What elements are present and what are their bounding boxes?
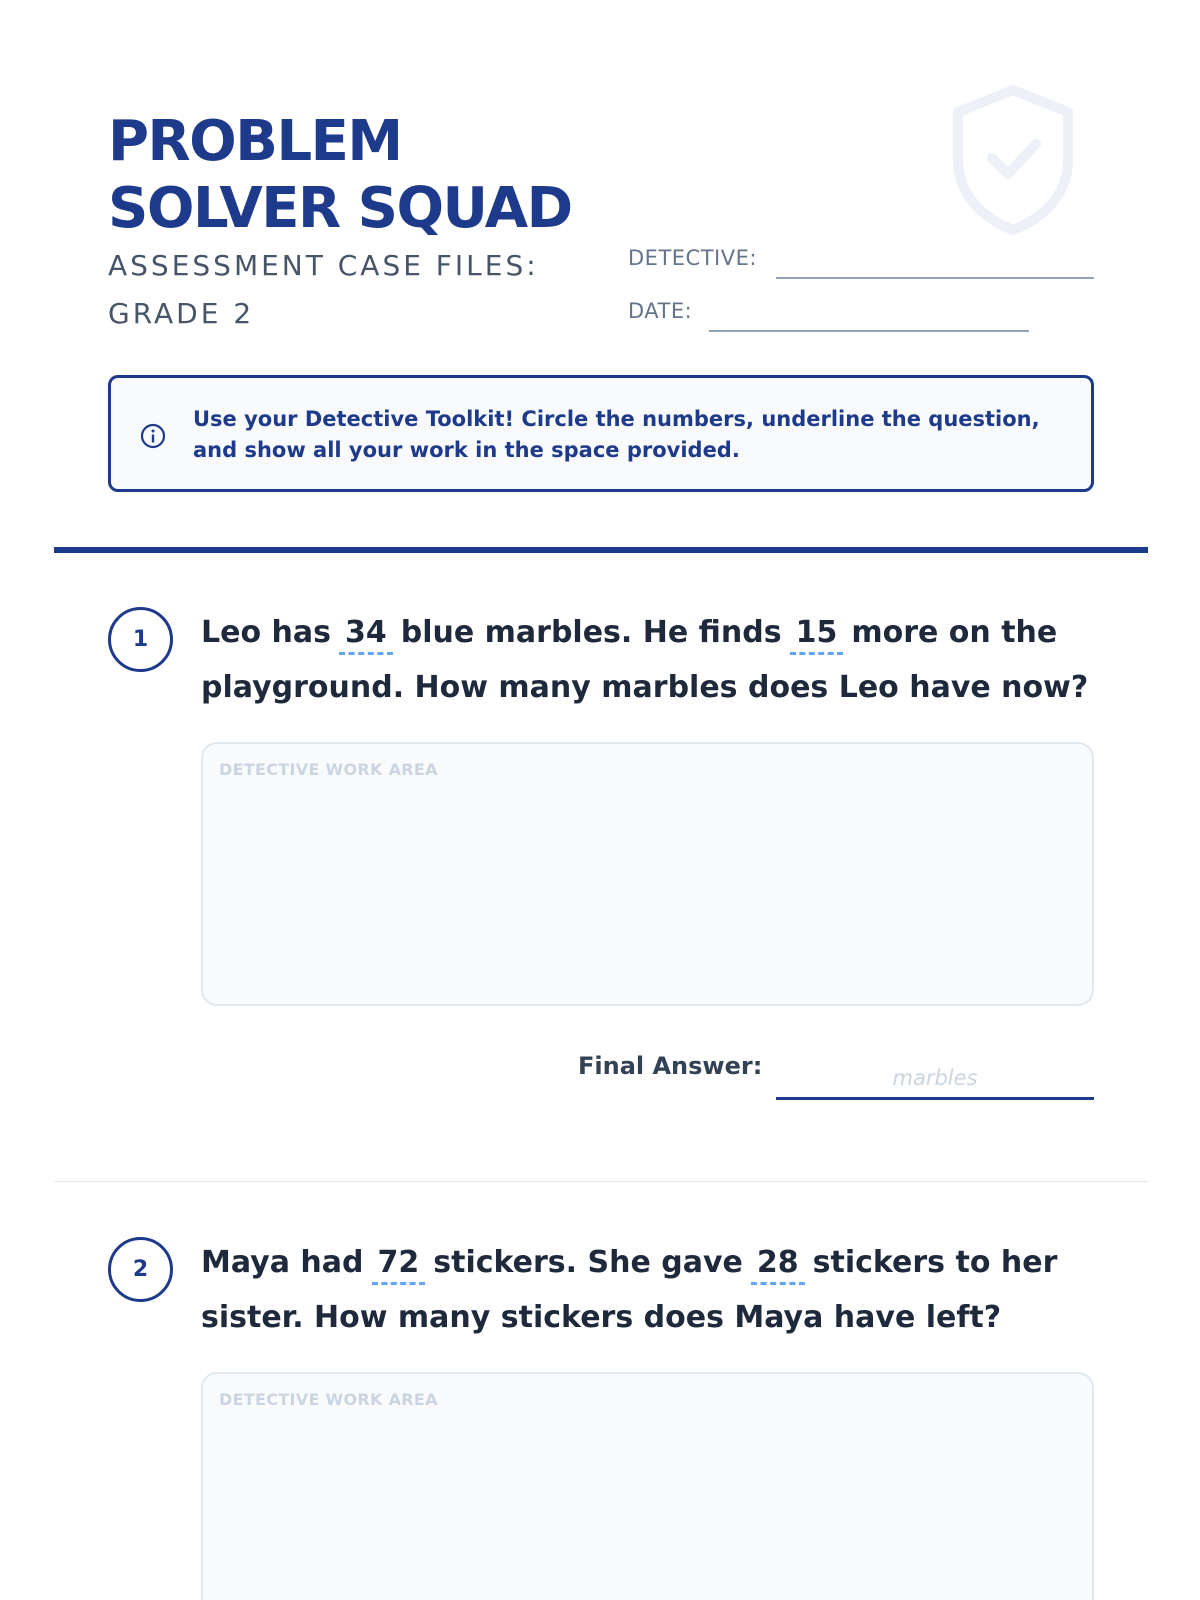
worksheet-title bbox=[108, 108, 572, 242]
final-answer-unit: marbles bbox=[892, 1066, 978, 1090]
info-icon bbox=[139, 422, 167, 450]
final-answer-field[interactable] bbox=[776, 1097, 1094, 1100]
date-line[interactable] bbox=[709, 330, 1029, 332]
highlighted-number: 72 bbox=[372, 1244, 426, 1285]
detective-label: DETECTIVE: bbox=[628, 246, 757, 270]
highlighted-number: 28 bbox=[751, 1244, 805, 1285]
problem-text-part: stickers to her sister. How many stickers does Maya have left? bbox=[201, 1245, 1058, 1335]
problem-divider bbox=[54, 1181, 1148, 1182]
instructions-box bbox=[108, 375, 1094, 492]
section-divider bbox=[54, 547, 1148, 553]
highlighted-number: 34 bbox=[339, 614, 393, 655]
problem-text bbox=[201, 605, 1101, 715]
problem-text-part: blue marbles. He finds bbox=[400, 615, 782, 650]
problem-number-badge: 1 bbox=[108, 607, 173, 672]
problem-text-part: Leo has bbox=[201, 615, 331, 650]
instructions-text: Use your Detective Toolkit! Circle the numbers, underline the question, and show all your work in the space provided. bbox=[193, 407, 1040, 462]
detective-name-line[interactable] bbox=[776, 277, 1094, 279]
problem-number-badge: 2 bbox=[108, 1237, 173, 1302]
worksheet-subtitle bbox=[108, 242, 539, 338]
problem-text-part: stickers. She gave bbox=[433, 1245, 743, 1280]
problem-text-part: Maya had bbox=[201, 1245, 364, 1280]
work-area[interactable] bbox=[201, 742, 1094, 1006]
final-answer-label: Final Answer: bbox=[578, 1052, 763, 1080]
title-line-1: PROBLEM bbox=[108, 109, 402, 174]
highlighted-number: 15 bbox=[790, 614, 844, 655]
work-area[interactable] bbox=[201, 1372, 1094, 1600]
title-line-2: SOLVER SQUAD bbox=[108, 176, 572, 241]
date-label: DATE: bbox=[628, 299, 693, 323]
work-area-label: DETECTIVE WORK AREA bbox=[219, 1390, 438, 1409]
subtitle-line-2: GRADE 2 bbox=[108, 297, 255, 330]
problem-text-part: more on the playground. How many marbles does Leo have now? bbox=[201, 615, 1089, 705]
problem-text bbox=[201, 1235, 1101, 1345]
shield-check-icon bbox=[950, 84, 1076, 236]
subtitle-line-1: ASSESSMENT CASE FILES: bbox=[108, 249, 539, 282]
work-area-label: DETECTIVE WORK AREA bbox=[219, 760, 438, 779]
